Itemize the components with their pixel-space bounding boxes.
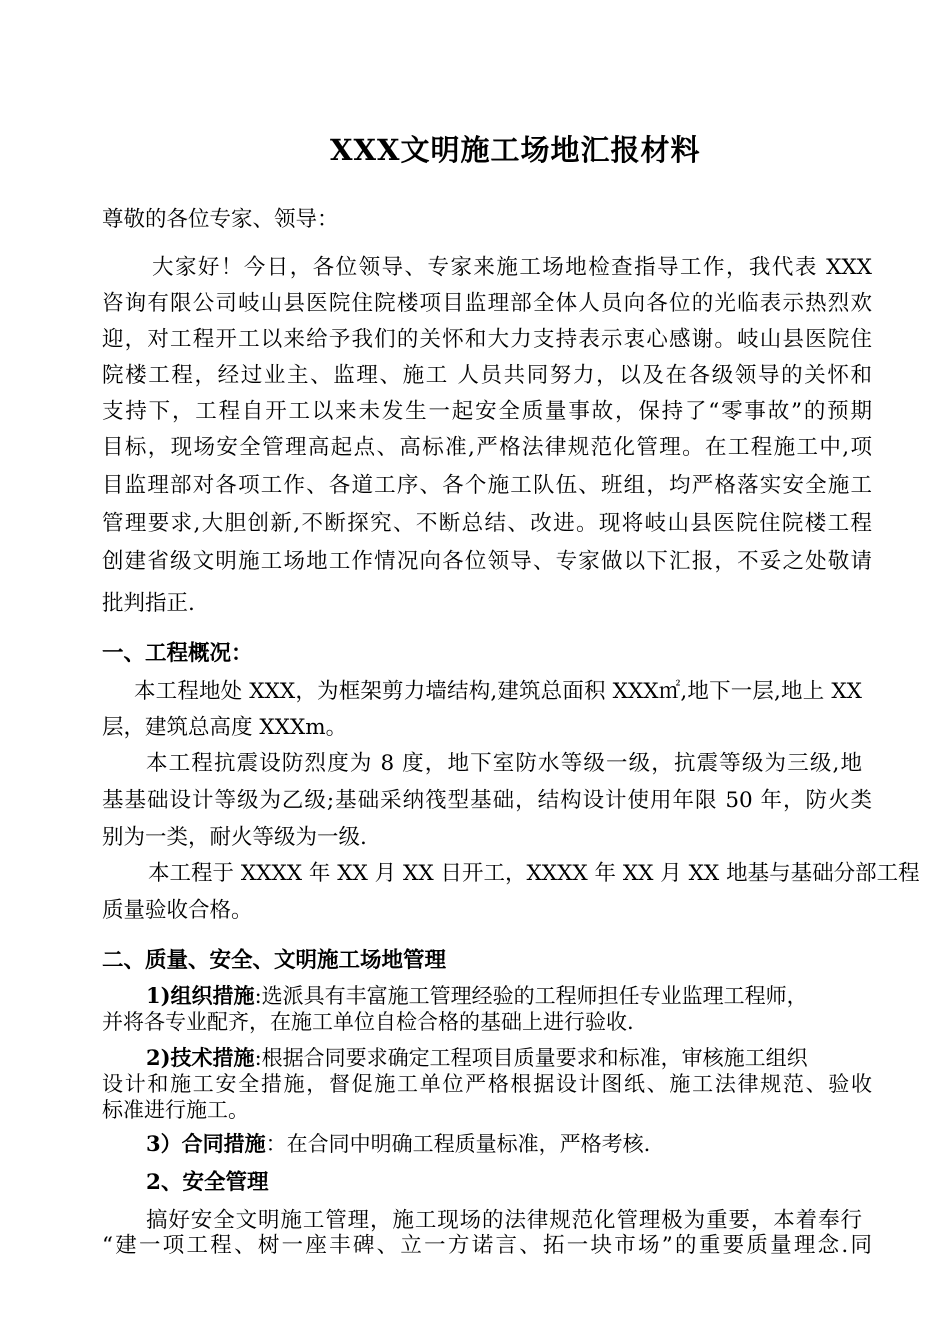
intro-line: 管理要求,大胆创新,不断探究、不断总结、改进。现将岐山县医院住院楼工程 (102, 511, 872, 536)
intro-line: 咨询有限公司岐山县医院住院楼项目监理部全体人员向各位的光临表示热烈欢 (102, 291, 872, 316)
paragraph-line: 别为一类，耐火等级为一级. (102, 825, 367, 850)
paragraph-line: 本工程地处 XXX，为框架剪力墙结构,建筑总面积 XXX㎡,地下一层,地上 XX (134, 679, 862, 704)
paragraph-line: 标准进行施工。 (102, 1098, 249, 1122)
measure-label: 2)技术措施 (146, 1045, 255, 1070)
intro-line: 目监理部对各项工作、各道工序、各个施工队伍、班组，均严格落实安全施工 (102, 473, 872, 498)
measure-text: :选派具有丰富施工管理经验的工程师担任专业监理工程师， (254, 984, 808, 1008)
section-heading: 二、质量、安全、文明施工场地管理 (102, 948, 447, 973)
measure-text: :根据合同要求确定工程项目质量要求和标准，审核施工组织 (254, 1046, 808, 1070)
measure-item (146, 1128, 862, 1158)
document-title: XXX文明施工场地汇报材料 (330, 133, 701, 167)
intro-line: 大家好！今日，各位领导、专家来施工场地检查指导工作，我代表 XXX (152, 255, 872, 280)
intro-line: 支持下，工程自开工以来未发生一起安全质量事故，保持了“零事故”的预期 (102, 399, 872, 424)
paragraph-line: 本工程于 XXXX 年 XX 月 XX 日开工，XXXX 年 XX 月 XX 地基与基础分部工程 (148, 861, 920, 886)
paragraph-line: 质量验收合格。 (102, 898, 253, 923)
subsection-heading: 2、安全管理 (146, 1170, 269, 1195)
paragraph-line: 并将各专业配齐，在施工单位自检合格的基础上进行验收. (102, 1010, 634, 1034)
intro-line: 迎，对工程开工以来给予我们的关怀和大力支持表示衷心感谢。岐山县医院住 (102, 327, 872, 352)
paragraph-line: 设计和施工安全措施，督促施工单位严格根据设计图纸、施工法律规范、验收 (102, 1072, 872, 1096)
intro-line: 批判指正. (102, 591, 195, 616)
intro-line: 院楼工程，经过业主、监理、施工 人员共同努力，以及在各级领导的关怀和 (102, 363, 872, 388)
intro-line: 目标，现场安全管理高起点、高标准,严格法律规范化管理。在工程施工中,项 (102, 435, 872, 460)
paragraph-line: “建一项工程、树一座丰碑、立一方诺言、拓一块市场”的重要质量理念.同 (102, 1233, 872, 1258)
salutation: 尊敬的各位专家、领导： (102, 207, 339, 232)
paragraph-line: 基基础设计等级为乙级;基础采纳筏型基础，结构设计使用年限 50 年，防火类 (102, 788, 872, 813)
section-heading: 一、工程概况： (102, 641, 253, 666)
intro-line: 创建省级文明施工场地工作情况向各位领导、专家做以下汇报，不妥之处敬请 (102, 549, 872, 574)
paragraph-line: 搞好安全文明施工管理，施工现场的法律规范化管理极为重要，本着奉行 (146, 1208, 862, 1233)
measure-label: 3）合同措施 (146, 1131, 266, 1156)
measure-label: 1)组织措施 (146, 983, 255, 1008)
paragraph-line: 本工程抗震设防烈度为 8 度，地下室防水等级一级，抗震等级为三级,地 (146, 751, 862, 776)
paragraph-line: 层，建筑总高度 XXXm。 (102, 715, 348, 740)
measure-text: ：在合同中明确工程质量标准，严格考核. (265, 1132, 651, 1156)
